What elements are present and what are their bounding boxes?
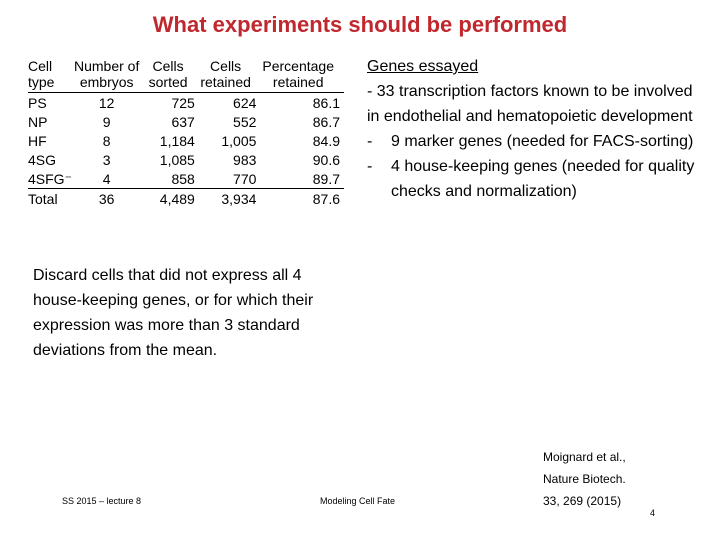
cell-sorting-table	[28, 58, 344, 238]
cell-sorted: 1,085	[159, 151, 195, 168]
table-row	[28, 150, 344, 169]
cell-retained: 1,005	[221, 132, 257, 149]
cell-type: 4SFG⁻	[28, 170, 72, 187]
genes-heading: Genes essayed	[367, 58, 479, 75]
cell-retained: 552	[233, 113, 257, 130]
header-number-of-embryos: Number of embryos	[73, 58, 140, 90]
cell-embryos: 3	[102, 151, 111, 168]
cell-type: HF	[28, 132, 47, 149]
page-number: 4	[650, 508, 656, 518]
discard-cells-text: Discard cells that did not express all 4 house-keeping genes, or for which their expression was more than 3 standard deviations from the mean.	[33, 267, 314, 359]
cell-sorted: 858	[171, 170, 195, 187]
header-cells-retained: Cells retained	[200, 58, 251, 90]
genes-line-transcription-factors: - 33 transcription factors known to be involved in endothelial and hematopoietic development	[367, 83, 693, 125]
table-total-row	[28, 189, 344, 209]
bullet-dash: -	[367, 133, 373, 150]
bullet-dash: -	[367, 158, 373, 175]
cell-percentage: 87.6	[256, 189, 344, 209]
cell-embryos: 12	[72, 93, 141, 113]
cell-embryos: 36	[72, 189, 141, 209]
reference-volume: 33, 269 (2015)	[543, 494, 622, 508]
cell-percentage: 86.7	[312, 113, 340, 130]
footer-course-title: Modeling Cell Fate	[320, 496, 396, 506]
cell-embryos: 4	[102, 170, 111, 187]
header-percentage-retained: Percentage retained	[262, 58, 334, 90]
genes-bullet-marker	[367, 129, 707, 154]
cell-embryos: 9	[102, 113, 111, 130]
table-row	[28, 131, 344, 150]
genes-essayed-block	[367, 54, 707, 204]
cell-retained: 3,934	[195, 189, 257, 209]
header-cell-type: Cell type	[28, 58, 55, 90]
cell-retained: 770	[233, 170, 257, 187]
table-header-row	[28, 58, 344, 93]
reference-citation	[543, 446, 626, 512]
cell-sorted: 1,184	[159, 132, 195, 149]
cell-percentage: 84.9	[312, 132, 340, 149]
cell-type: Total	[28, 189, 72, 209]
reference-journal: Nature Biotech.	[543, 472, 626, 486]
cell-embryos: 8	[102, 132, 111, 149]
header-cells-sorted: Cells sorted	[148, 58, 188, 90]
cell-type: PS	[28, 93, 72, 113]
bullet-text: 9 marker genes (needed for FACS-sorting)	[391, 133, 694, 150]
cell-retained: 624	[195, 93, 257, 113]
data-table	[28, 58, 344, 208]
cell-percentage: 89.7	[312, 170, 340, 187]
footer-lecture: SS 2015 – lecture 8	[62, 496, 142, 506]
cell-sorted: 725	[141, 93, 194, 113]
reference-authors: Moignard et al.,	[543, 450, 626, 464]
table-row	[28, 169, 344, 189]
cell-sorted: 637	[171, 113, 195, 130]
cell-percentage: 86.1	[256, 93, 344, 113]
cell-type: 4SG	[28, 151, 57, 168]
table-row	[28, 93, 344, 113]
cell-percentage: 90.6	[312, 151, 340, 168]
cell-sorted: 4,489	[141, 189, 194, 209]
genes-bullet-housekeeping	[367, 154, 707, 204]
cell-type: NP	[28, 113, 48, 130]
cell-retained: 983	[233, 151, 257, 168]
bullet-text: 4 house-keeping genes (needed for quality checks and normalization)	[391, 158, 695, 200]
table-row	[28, 112, 344, 131]
slide-title: What experiments should be performed	[152, 12, 568, 37]
